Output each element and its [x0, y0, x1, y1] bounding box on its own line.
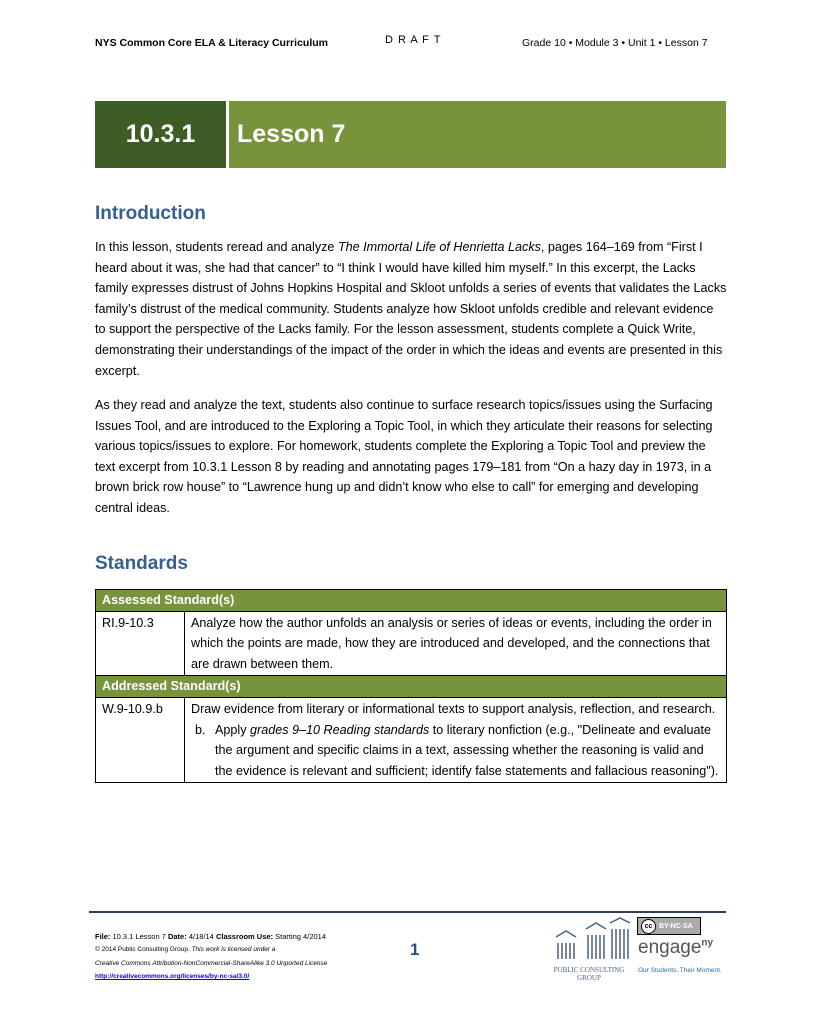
footer-license: Creative Commons Attribution-NonCommercial-ShareAlike 3.0 Unported License [95, 960, 328, 967]
lesson-number: 10.3.1 [95, 101, 226, 168]
assessed-text: Analyze how the author unfolds an analysis or series of ideas or events, including the order in which the points are made, how they are introduced and developed, and the connections that are drawn between them. [185, 611, 727, 676]
addressed-code: W.9-10.9.b [96, 697, 185, 782]
standards-heading: Standards [95, 553, 188, 574]
page-number: 1 [410, 940, 420, 959]
cc-license-badge: cc BY-NC-SA [637, 917, 701, 935]
lesson-banner [95, 101, 726, 168]
header-curriculum: NYS Common Core ELA & Literacy Curriculum [95, 37, 328, 49]
footer-rule [89, 911, 726, 913]
intro-paragraph-1: In this lesson, students reread and analyze The Immortal Life of Henrietta Lacks, pages 164–169 from “First I heard about it was, she had that cancer” to “I think I would have killed him myself.” In this excerpt, the Lacks family expresses distrust of Johns Hopkins Hospital and Skloot unfolds a series of events that validates the Lacks family’s distrust of the medical community. Students analyze how Skloot unfolds credible and relevant evidence to support the perspective of the Lacks family. For the lesson assessment, students complete a Quick Write, demonstrating their understandings of the impact of the order in which the ideas and events are presented in this excerpt. [95, 240, 727, 378]
engageny-logo: engage$^{ny}$ [638, 937, 714, 958]
standards-table [95, 589, 727, 783]
assessed-code: RI.9-10.3 [96, 611, 185, 676]
engageny-tagline: Our Students. Their Moment. [638, 967, 722, 974]
header-lesson-info: Grade 10 • Module 3 • Unit 1 • Lesson 7 [522, 37, 708, 49]
assessed-header: Assessed Standard(s) [96, 590, 727, 612]
intro-paragraph-2: As they read and analyze the text, students also continue to surface research topics/issues using the Surfacing Issues Tool, and are introduced to the Exploring a Topic Tool, in which they articulate their reasons for selecting various topics/issues to explore. For homework, students complete the Exploring a Topic Tool and preview the text excerpt from 10.3.1 Lesson 8 by reading and annotating pages 179–181 from “On a hazy day in 1973, in a brown brick row house” to “Lawrence hung up and didn’t know who else to call” for emerging and developing central ideas. [95, 398, 713, 515]
footer-file-info: File: 10.3.1 Lesson 7 Date: 4/18/14 Classroom Use: Starting 4/2014 [95, 932, 327, 941]
license-link[interactable]: http://creativecommons.org/licenses/by-nc-sa/3.0/ [95, 973, 250, 980]
pcg-logo: PUBLIC CONSULTING GROUP [548, 917, 630, 977]
lesson-title: Lesson 7 [229, 101, 726, 168]
cc-icon: cc [641, 919, 656, 934]
header-draft: D R A F T [385, 34, 442, 46]
footer-copyright: © 2014 Public Consulting Group. This work is licensed under a [95, 946, 276, 953]
columns-icon [548, 917, 630, 961]
introduction-heading: Introduction [95, 203, 206, 224]
addressed-header: Addressed Standard(s) [96, 676, 727, 698]
addressed-text: Draw evidence from literary or informational texts to support analysis, reflection, and research. b. Apply grades 9–10 Reading standards to literary nonfiction (e.g., "Delineate and evaluate the argument and specific claims in a text, assessing whether the reasoning is valid and the evidence is relevant and sufficient; identify false statements and fallacious reasoning"). [185, 697, 727, 782]
